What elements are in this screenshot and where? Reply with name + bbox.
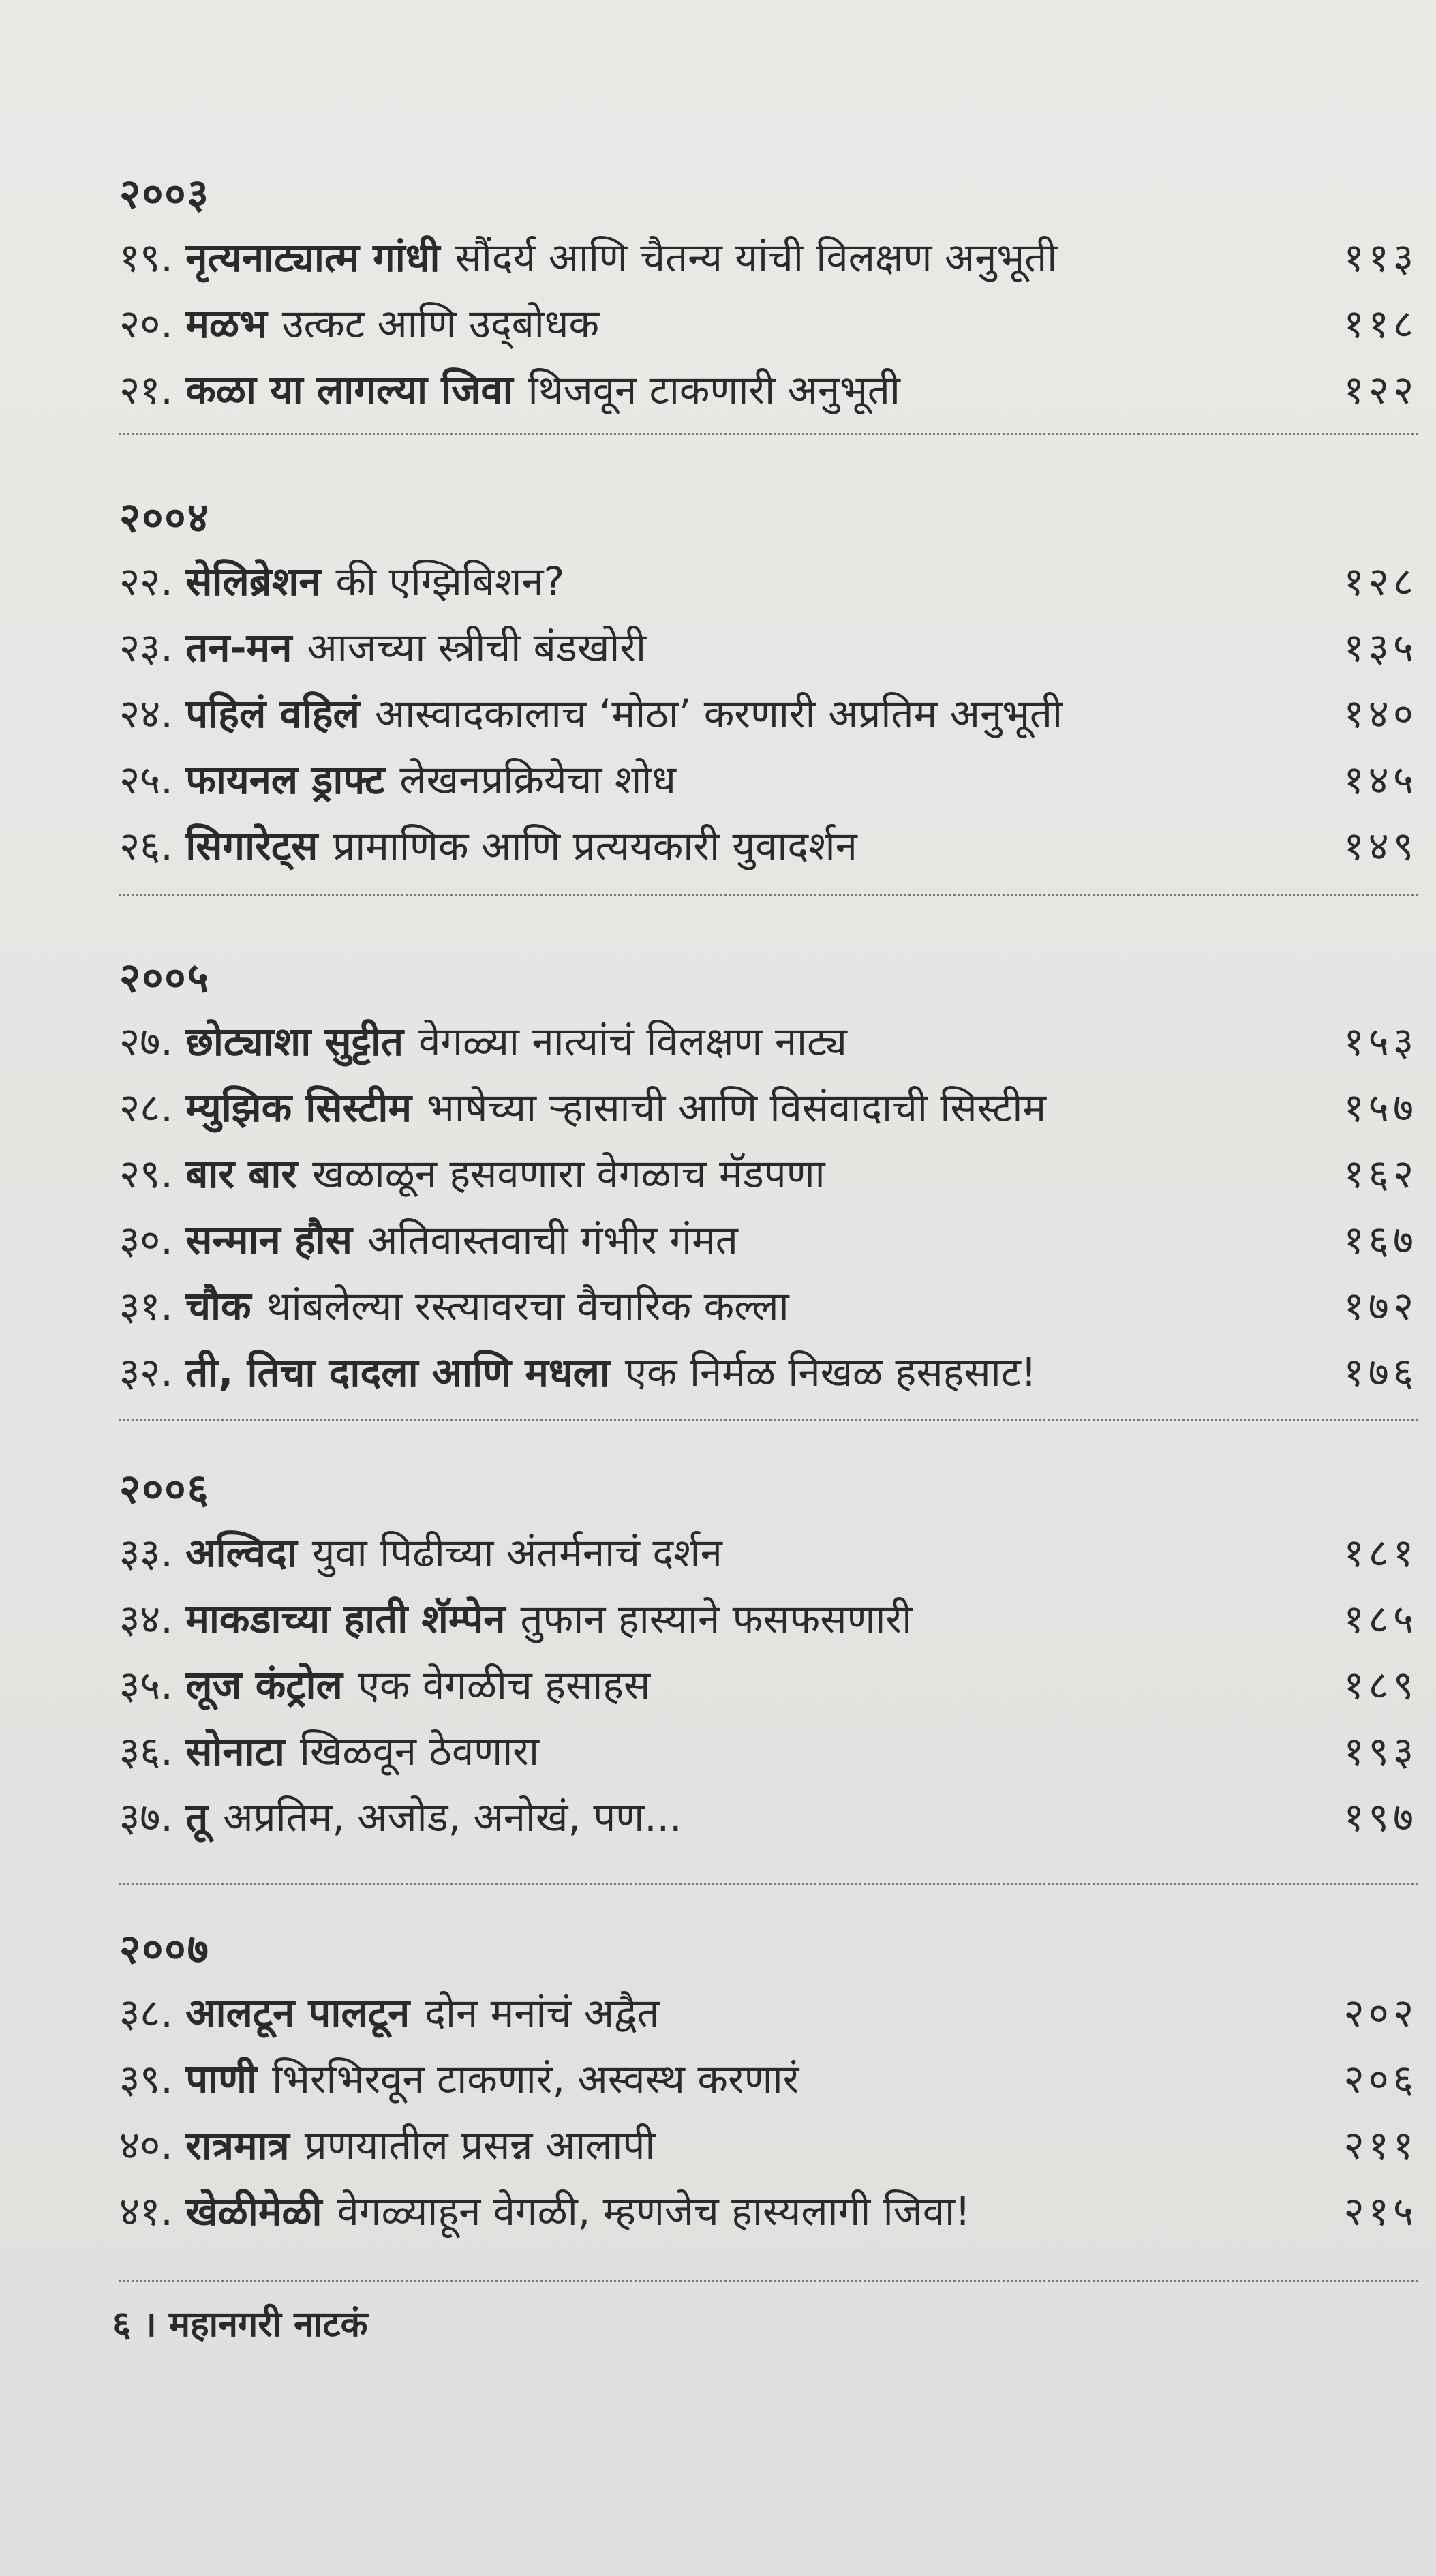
- entry-description: खळाळून हसवणारा वेगळाच मॅडपणा: [312, 1151, 825, 1197]
- entry-number: ४१.: [119, 2188, 173, 2234]
- toc-entry: [119, 1009, 1418, 1075]
- toc-entry: [119, 681, 1418, 747]
- entry-page-number: १६२: [1343, 1151, 1418, 1197]
- entry-number: २९.: [119, 1151, 173, 1197]
- entry-description: अतिवास्तवाची गंभीर गंमत: [367, 1217, 738, 1263]
- entry-page-number: १४०: [1343, 691, 1418, 737]
- entry-page-number: १२८: [1343, 558, 1418, 605]
- entry-description: वेगळ्याहून वेगळी, म्हणजेच हास्यलागी जिवा!: [337, 2188, 971, 2234]
- entry-title: तन-मन: [185, 624, 292, 671]
- entry-description: दोन मनांचं अद्वैत: [425, 1990, 660, 2036]
- section-divider: [119, 433, 1418, 435]
- entry-title: सन्मान हौस: [185, 1217, 352, 1263]
- entry-number: २२.: [119, 558, 173, 605]
- entry-page-number: ११८: [1343, 301, 1418, 347]
- entry-number: २१.: [119, 367, 173, 413]
- entry-number: ३२.: [119, 1349, 173, 1395]
- entry-description: वेगळ्या नात्यांचं विलक्षण नाट्य: [418, 1018, 847, 1065]
- entry-title: सोनाटा: [185, 1728, 285, 1774]
- toc-entry: [119, 1207, 1418, 1273]
- entry-title: कळा या लागल्या जिवा: [185, 367, 513, 413]
- entry-description: उत्कट आणि उद्‌बोधक: [281, 301, 600, 347]
- toc-entry: [119, 1718, 1418, 1785]
- entry-title: बार बार: [185, 1151, 298, 1197]
- section-divider: [119, 2280, 1418, 2282]
- entry-description: थांबलेल्या रस्त्यावरचा वैचारिक कल्ला: [266, 1283, 789, 1329]
- entry-page-number: १८५: [1343, 1596, 1418, 1642]
- section-divider: [119, 1419, 1418, 1421]
- year-heading: २००४: [119, 494, 210, 542]
- entry-description: अप्रतिम, अजोड, अनोखं, पण...: [223, 1794, 682, 1840]
- entry-description: भिरभिरवून टाकणारं, अस्वस्थ करणारं: [272, 2056, 799, 2102]
- entry-number: ३५.: [119, 1662, 173, 1708]
- toc-entry: [119, 1586, 1418, 1652]
- entry-page-number: १८९: [1343, 1662, 1418, 1708]
- entry-title: सेलिब्रेशन: [185, 558, 321, 605]
- entry-description: थिजवून टाकणारी अनुभूती: [528, 367, 900, 413]
- year-heading: २००३: [119, 170, 210, 218]
- section-2005: [119, 948, 1418, 1406]
- entry-number: १९.: [119, 234, 173, 281]
- toc-entry: [119, 2046, 1418, 2112]
- entry-description: युवा पिढीच्या अंतर्मनाचं दर्शन: [311, 1530, 722, 1576]
- entry-description: एक निर्मळ निखळ हसहसाट!: [624, 1349, 1037, 1395]
- entry-number: ३७.: [119, 1794, 173, 1840]
- entry-number: ४०.: [119, 2122, 173, 2168]
- entry-page-number: १७६: [1343, 1349, 1418, 1395]
- toc-entry: [119, 1075, 1418, 1141]
- entry-page-number: १८१: [1343, 1530, 1418, 1576]
- entry-description: तुफान हास्याने फसफसणारी: [520, 1596, 913, 1642]
- entry-page-number: १४९: [1343, 823, 1418, 869]
- toc-entry: [119, 615, 1418, 681]
- entry-page-number: १५३: [1343, 1018, 1418, 1065]
- entry-page-number: १४५: [1343, 757, 1418, 803]
- entry-number: २५.: [119, 757, 173, 803]
- entry-title: रात्रमात्र: [185, 2122, 290, 2168]
- section-2007: [119, 1919, 1418, 2245]
- toc-entry: [119, 1785, 1418, 1851]
- toc-entry: [119, 1339, 1418, 1406]
- entry-page-number: १९७: [1343, 1794, 1418, 1840]
- toc-entry: [119, 357, 1418, 423]
- entry-title: चौक: [185, 1283, 251, 1329]
- entry-description: एक वेगळीच हसाहस: [357, 1662, 651, 1708]
- entry-title: अल्विदा: [185, 1530, 297, 1576]
- year-heading: २००६: [119, 1466, 210, 1513]
- entry-title: लूज कंट्रोल: [185, 1662, 343, 1708]
- toc-entry: [119, 1141, 1418, 1207]
- entry-page-number: १५७: [1343, 1085, 1418, 1131]
- entry-number: २३.: [119, 624, 173, 671]
- entry-number: २६.: [119, 823, 173, 869]
- toc-entry: [119, 1980, 1418, 2046]
- entry-number: ३१.: [119, 1283, 173, 1329]
- toc-entry: [119, 2112, 1418, 2179]
- entry-description: की एग्झिबिशन?: [335, 558, 565, 605]
- entry-description: आस्वादकालाच ‘मोठा’ करणारी अप्रतिम अनुभूती: [374, 691, 1063, 737]
- toc-entry: [119, 549, 1418, 615]
- entry-page-number: १६७: [1343, 1217, 1418, 1263]
- toc-entry: [119, 1520, 1418, 1586]
- entry-page-number: २१५: [1343, 2188, 1418, 2234]
- entry-title: फायनल ड्राफ्ट: [185, 757, 385, 803]
- toc-entry: [119, 1273, 1418, 1339]
- toc-entry: [119, 225, 1418, 291]
- entry-description: भाषेच्या ऱ्हासाची आणि विसंवादाची सिस्टीम: [427, 1085, 1047, 1131]
- section-divider: [119, 894, 1418, 896]
- year-heading: २००५: [119, 954, 210, 1002]
- entry-page-number: २०२: [1343, 1990, 1418, 2036]
- entry-number: २०.: [119, 301, 173, 347]
- entry-number: ३४.: [119, 1596, 173, 1642]
- entry-number: ३३.: [119, 1530, 173, 1576]
- entry-page-number: ११३: [1343, 234, 1418, 281]
- entry-page-number: २११: [1343, 2122, 1418, 2168]
- entry-number: २४.: [119, 691, 173, 737]
- entry-title: नृत्यनाट्यात्म गांधी: [185, 234, 440, 281]
- page-footer: ६ । महानगरी नाटकं: [112, 2304, 368, 2345]
- entry-number: २७.: [119, 1018, 173, 1065]
- toc-entry: [119, 813, 1418, 879]
- section-2006: [119, 1459, 1418, 1851]
- entry-title: सिगारेट्स: [185, 823, 318, 869]
- entry-title: म्युझिक सिस्टीम: [185, 1085, 412, 1131]
- entry-description: आजच्या स्त्रीची बंडखोरी: [307, 624, 647, 671]
- entry-title: मळभ: [185, 301, 267, 347]
- section-divider: [119, 1883, 1418, 1885]
- entry-title: माकडाच्या हाती शॅम्पेन: [185, 1596, 506, 1642]
- toc-entry: [119, 747, 1418, 813]
- entry-page-number: १२२: [1343, 367, 1418, 413]
- entry-number: २८.: [119, 1085, 173, 1131]
- entry-title: छोट्याशा सुट्टीत: [185, 1018, 404, 1065]
- entry-description: खिळवून ठेवणारा: [299, 1728, 539, 1774]
- entry-title: ती, तिचा दादला आणि मधला: [185, 1349, 610, 1395]
- entry-page-number: १९३: [1343, 1728, 1418, 1774]
- entry-number: ३०.: [119, 1217, 173, 1263]
- entry-title: पाणी: [185, 2056, 258, 2102]
- entry-description: लेखनप्रक्रियेचा शोध: [399, 757, 676, 803]
- section-2003: [119, 164, 1418, 423]
- entry-title: खेळीमेळी: [185, 2188, 322, 2234]
- entry-title: तू: [185, 1794, 209, 1840]
- entry-title: पहिलं वहिलं: [185, 691, 360, 737]
- entry-description: प्रणयातील प्रसन्न आलापी: [304, 2122, 656, 2168]
- entry-page-number: २०६: [1343, 2056, 1418, 2102]
- entry-title: आलटून पालटून: [185, 1990, 410, 2036]
- year-heading: २००७: [119, 1926, 210, 1973]
- entry-description: सौंदर्य आणि चैतन्य यांची विलक्षण अनुभूती: [455, 234, 1058, 281]
- toc-entry: [119, 291, 1418, 357]
- toc-entry: [119, 1652, 1418, 1718]
- entry-page-number: १७२: [1343, 1283, 1418, 1329]
- section-2004: [119, 487, 1418, 879]
- entry-page-number: १३५: [1343, 624, 1418, 671]
- entry-number: ३६.: [119, 1728, 173, 1774]
- entry-description: प्रामाणिक आणि प्रत्ययकारी युवादर्शन: [333, 823, 857, 869]
- entry-number: ३८.: [119, 1990, 173, 2036]
- entry-number: ३९.: [119, 2056, 173, 2102]
- toc-entry: [119, 2179, 1418, 2245]
